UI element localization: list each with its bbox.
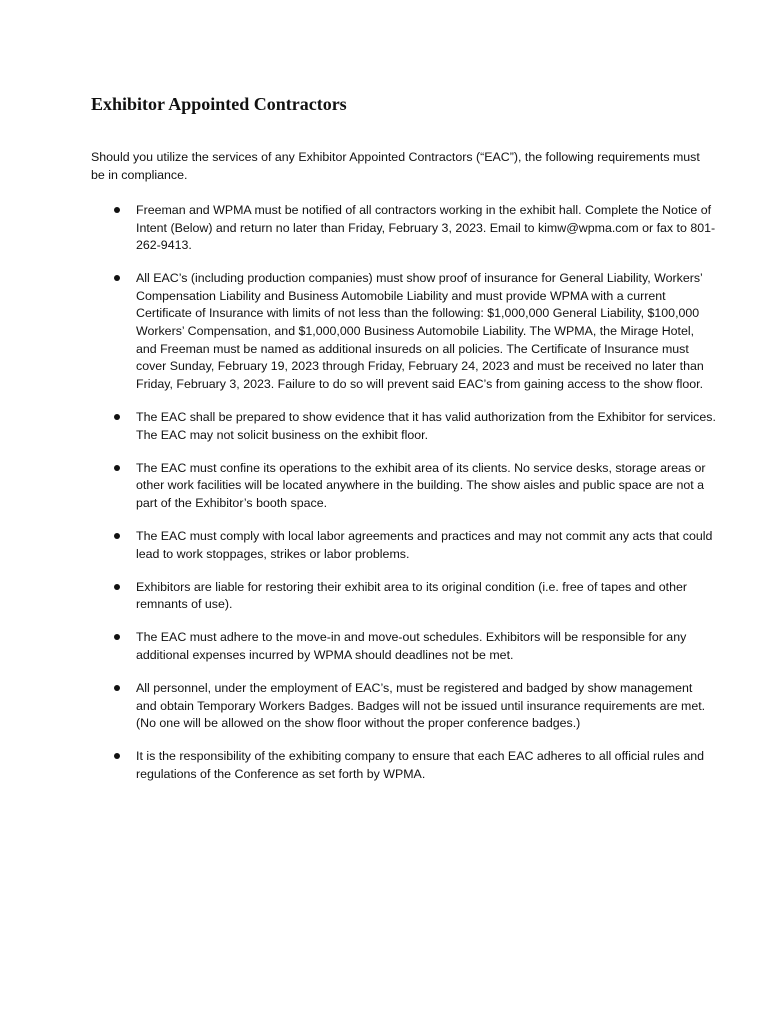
list-item	[0, 528, 770, 563]
list-item-text: Exhibitors are liable for restoring their exhibit area to its original condition (i.e. free of tapes and other remnants of use).	[136, 579, 687, 612]
list-item	[0, 680, 770, 733]
list-item-text: Freeman and WPMA must be notified of all contractors working in the exhibit hall. Complete the Notice of Intent (Below) and return no later than Friday, February 3, 2023. Email to kimw@wpma.com or fax to 801-262-9413.	[136, 203, 716, 253]
list-item	[0, 748, 770, 783]
bullet-icon	[114, 533, 120, 539]
bullet-icon	[114, 414, 120, 420]
bullet-icon	[114, 275, 120, 281]
bullet-icon	[114, 584, 120, 590]
bullet-icon	[114, 753, 120, 759]
bullet-icon	[114, 634, 120, 640]
list-item-text: It is the responsibility of the exhibiting company to ensure that each EAC adheres to all official rules and regulations of the Conference as set forth by WPMA.	[136, 749, 704, 781]
list-item-text: The EAC shall be prepared to show evidence that it has valid authorization from the Exhibitor for services. The EAC may not solicit business on the exhibit floor.	[136, 409, 716, 442]
list-item	[0, 409, 770, 444]
list-item-text: The EAC must comply with local labor agreements and practices and may not commit any acts that could lead to work stoppages, strikes or labor problems.	[136, 528, 713, 561]
list-item	[0, 270, 770, 393]
list-item	[0, 202, 770, 255]
list-item-text: All EAC’s (including production companies) must show proof of insurance for General Liability, Workers’ Compensation Liability and Business Automobile Liability and must provide WPMA with a current Certificate of Insurance with limits of not less than the following: $1,000,000 General Liability, $100,000 Workers’ Compensation, and $1,000,000 Business Automobile Liability. The WPMA, the Mirage Hotel, and Freeman must be named as additional insureds on all policies. The Certificate of Insurance must cover Sunday, February 19, 2023 through Friday, February 24, 2023 and must be received no later than Friday, February 3, 2023. Failure to do so will prevent said EAC’s from gaining access to the show floor.	[136, 271, 704, 391]
list-item-text: All personnel, under the employment of EAC’s, must be registered and badged by show management and obtain Temporary Workers Badges. Badges will not be issued until insurance requirements are met. (No one will be allowed on the show floor without the proper conference badges.)	[136, 680, 706, 731]
list-item	[0, 629, 770, 664]
list-item	[0, 579, 770, 614]
list-item	[0, 460, 770, 513]
list-item-text: The EAC must adhere to the move-in and move-out schedules. Exhibitors will be responsible for any additional expenses incurred by WPMA should deadlines not be met.	[136, 630, 687, 662]
bullet-icon	[114, 685, 120, 691]
document-title: Exhibitor Appointed Contractors	[91, 94, 347, 114]
list-item-text: The EAC must confine its operations to the exhibit area of its clients. No service desks, storage areas or other work facilities will be located anywhere in the building. The show aisles and public space are not a part of the Exhibitor’s booth space.	[136, 460, 706, 510]
bullet-icon	[114, 465, 120, 471]
bullet-icon	[114, 207, 120, 213]
requirements-list	[0, 202, 770, 799]
intro-paragraph: Should you utilize the services of any Exhibitor Appointed Contractors (“EAC”), the following requirements must be in compliance.	[91, 150, 700, 182]
